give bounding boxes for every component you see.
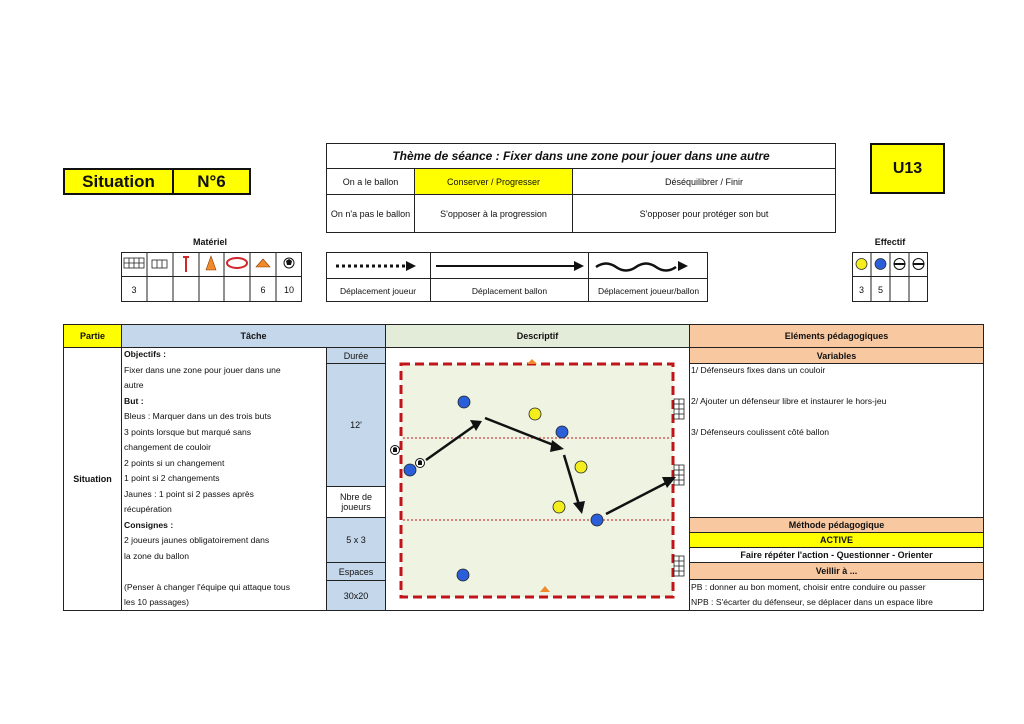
yellow-player-icon	[575, 461, 587, 473]
duree-label: Durée	[326, 347, 386, 364]
legend-player-with-ball: Déplacement joueur/ballon	[597, 285, 700, 296]
goal-grid-icon	[674, 465, 684, 485]
materiel-title: Matériel	[192, 237, 227, 247]
player-with-ball-arrow-icon	[596, 261, 688, 271]
materiel-count-5: 6	[260, 284, 266, 295]
tache-line: 2 points si un changement	[124, 457, 225, 468]
cone-icon	[206, 256, 216, 270]
theme-row1-phase2: Déséquilibrer / Finir	[572, 168, 836, 195]
blue-player-icon	[458, 396, 470, 408]
tache-line: 1 point si 2 changements	[124, 473, 220, 483]
variable-3: 3/ Défenseurs coulissent côté ballon	[691, 427, 830, 437]
tache-heading: But :	[124, 395, 144, 406]
ball-move-arrow-icon	[436, 261, 584, 271]
effectif-grid	[852, 252, 928, 302]
goal-grid-icon	[674, 556, 684, 576]
materiel-grid	[121, 252, 302, 302]
materiel-count-6: 10	[283, 284, 294, 295]
flat-cone-icon	[527, 359, 537, 364]
methode-value: ACTIVE	[689, 532, 984, 548]
effectif-count-1: 5	[877, 284, 883, 295]
situation-number: N°6	[172, 168, 251, 195]
blue-player-icon	[591, 514, 603, 526]
theme-row2-label: On n'a pas le ballon	[326, 194, 415, 233]
theme-row1-label: On a le ballon	[326, 168, 415, 195]
ball-icon	[416, 459, 425, 468]
tache-line: Jaunes : 1 point si 2 passes après	[124, 488, 254, 499]
situation-label: Situation	[63, 168, 174, 195]
tache-line: les 10 passages)	[124, 597, 189, 607]
variable-1: 1/ Défenseurs fixes dans un couloir	[691, 365, 826, 375]
tache-line: Bleus : Marquer dans un des trois buts	[124, 411, 272, 421]
neutral-player-icon	[913, 259, 924, 270]
flat-cone-icon	[256, 259, 270, 267]
joueurs-value: 5 x 3	[326, 517, 386, 563]
effectif-count-0: 3	[858, 284, 864, 295]
mini-goal-icon	[152, 260, 167, 268]
materiel-count-0: 3	[131, 284, 137, 295]
tache-line: 2 joueurs jaunes obligatoirement dans	[124, 535, 270, 545]
methode-header: Méthode pédagogique	[689, 517, 984, 533]
yellow-player-icon	[856, 259, 867, 270]
goal-grid-icon	[674, 399, 684, 419]
header-elements: Eléments pédagogiques	[689, 324, 984, 348]
veiller-pb: PB : donner au bon moment, choisir entre conduire ou passer	[691, 582, 926, 592]
veiller-header: Veillir à ...	[689, 562, 984, 580]
joueurs-label: Nbre de joueurs	[326, 486, 386, 518]
yellow-player-icon	[553, 501, 565, 513]
tache-heading: Consignes :	[124, 519, 174, 530]
header-tache: Tâche	[121, 324, 386, 348]
header-partie: Partie	[63, 324, 122, 348]
duree-value: 12'	[326, 363, 386, 487]
variables-header: Variables	[689, 347, 984, 364]
tache-line: Fixer dans une zone pour jouer dans une	[124, 364, 281, 375]
blue-player-icon	[875, 259, 886, 270]
theme-title: Thème de séance : Fixer dans une zone pour jouer dans une autre	[326, 143, 836, 169]
legend-player-move: Déplacement joueur	[339, 285, 417, 296]
pitch-diagram	[386, 348, 689, 610]
tache-heading: Objectifs :	[124, 349, 167, 359]
level-badge: U13	[870, 143, 945, 194]
tache-line: récupération	[124, 504, 172, 514]
tache-text	[124, 347, 324, 609]
movement-legend	[326, 252, 708, 302]
tache-line: autre	[124, 380, 144, 390]
blue-player-icon	[457, 569, 469, 581]
veiller-npb: NPB : S'écarter du défenseur, se déplacer dans un espace libre	[691, 597, 933, 607]
ball-icon	[391, 446, 400, 455]
neutral-player-icon	[894, 259, 905, 270]
variables-box	[689, 363, 984, 518]
hoop-icon	[227, 258, 247, 268]
effectif-title: Effectif	[874, 237, 906, 247]
tache-line: la zone du ballon	[124, 550, 189, 561]
descriptif-cell	[385, 347, 690, 611]
pole-icon	[183, 256, 189, 272]
pitch-boundary	[401, 364, 673, 597]
methode-detail: Faire répéter l'action - Questionner - Orienter	[689, 547, 984, 563]
tache-line: changement de couloir	[124, 442, 211, 452]
yellow-player-icon	[529, 408, 541, 420]
variable-2: 2/ Ajouter un défenseur libre et instaurer le hors-jeu	[691, 396, 887, 406]
tache-line: (Penser à changer l'équipe qui attaque tous	[124, 581, 290, 592]
espaces-label: Espaces	[326, 562, 386, 581]
tache-line: 3 points lorsque but marqué sans	[124, 426, 252, 437]
espaces-value: 30x20	[326, 580, 386, 611]
theme-row2-phase1: S'opposer à la progression	[414, 194, 573, 233]
header-descriptif: Descriptif	[385, 324, 690, 348]
theme-row1-phase1: Conserver / Progresser	[414, 168, 573, 195]
partie-value: Situation	[63, 347, 122, 611]
ball-icon	[284, 258, 294, 268]
goal-grid-icon	[124, 258, 144, 268]
legend-ball-move: Déplacement ballon	[471, 285, 548, 296]
blue-player-icon	[556, 426, 568, 438]
player-move-arrow-icon	[336, 261, 416, 271]
blue-player-icon	[404, 464, 416, 476]
theme-row2-phase2: S'opposer pour protéger son but	[572, 194, 836, 233]
